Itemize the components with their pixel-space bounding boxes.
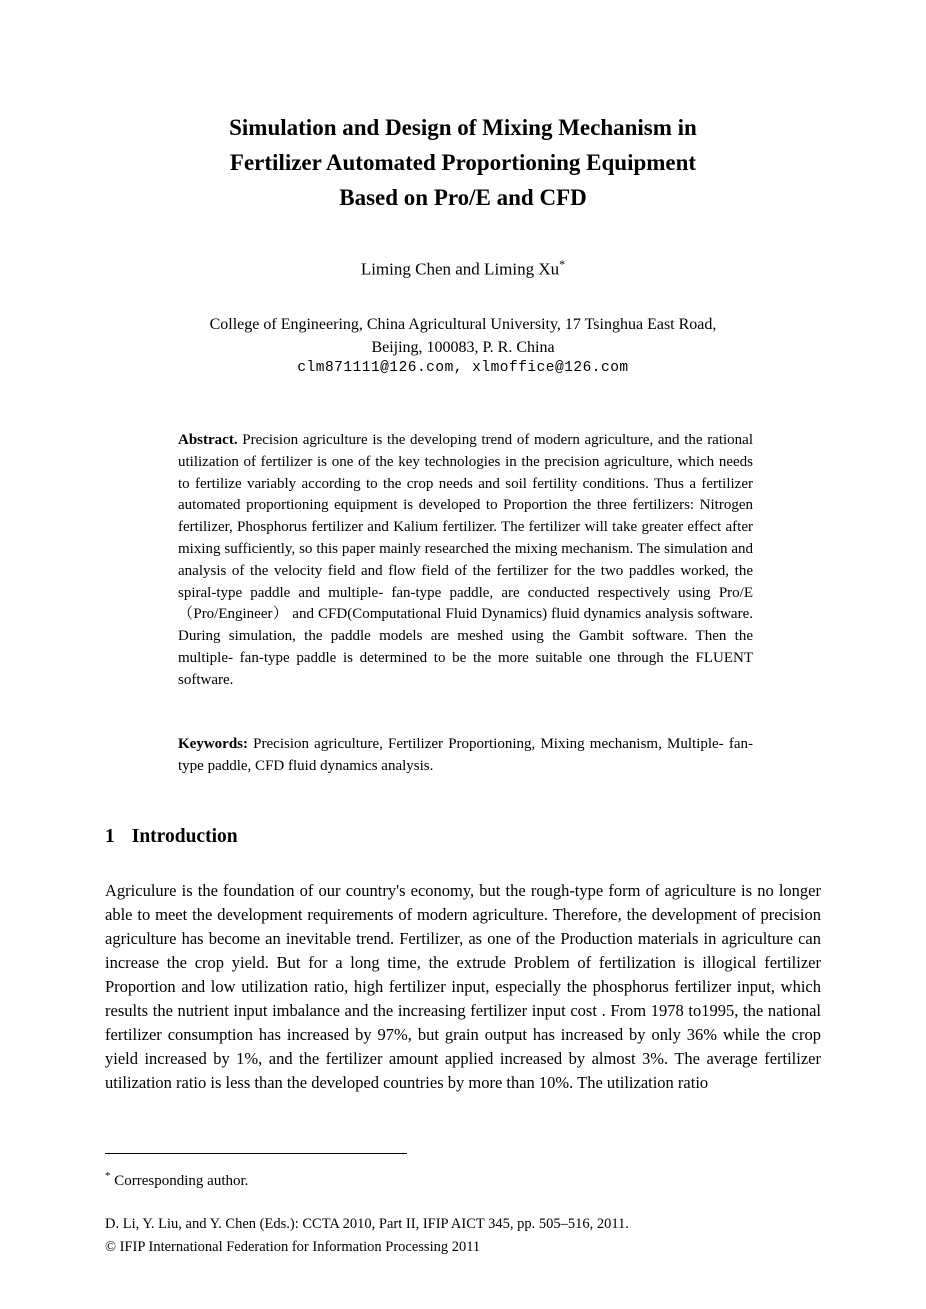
footer-citation: D. Li, Y. Liu, and Y. Chen (Eds.): CCTA 2010, Part II, IFIP AICT 345, pp. 505–516, 2011.	[105, 1216, 629, 1232]
page-title-line-2: Fertilizer Automated Proportioning Equipment	[229, 150, 697, 175]
corresponding-author-marker: *	[559, 257, 566, 271]
abstract-text: Precision agriculture is the developing trend of modern agriculture, and the rational utilization of fertilizer is one of the key technologies in the precision agriculture, which needs to fertilize variably according to the crop needs and soil fertility conditions. Thus a fertilizer automated proportioning equipment is developed to Proportion the three fertilizers: Nitrogen fertilizer, Phosphorus fertilizer and Kalium fertilizer. The fertilizer will take greater effect after mixing sufficiently, so this paper mainly researched the mixing mechanism. The simulation and analysis of the velocity field and flow field of the fertilizer for the two paddles worked, the spiral-type paddle and multiple- fan-type paddle, are conducted respectively using Pro/E（Pro/Engineer） and CFD(Computational Fluid Dynamics) fluid dynamics analysis software. During simulation, the paddle models are meshed using the Gambit software. Then the multiple- fan-type paddle is determined to be the more suitable one through the FLUENT software.	[178, 432, 754, 688]
page-title-line-3: Based on Pro/E and CFD	[339, 185, 587, 210]
footnote-marker: *	[105, 1170, 111, 1182]
author-names: Liming Chen and Liming Xu	[360, 259, 560, 279]
author-emails: clm871111@126.com, xlmoffice@126.com	[297, 360, 629, 376]
page-footer	[105, 1213, 821, 1258]
affiliation	[0, 313, 926, 359]
keywords-label: Keywords:	[178, 736, 248, 752]
page-title	[0, 110, 926, 215]
introduction-paragraph: Agriculure is the foundation of our country's economy, but the rough-type form of agriculture is no longer able to meet the development requirements of modern agriculture. Therefore, the development of precision agriculture has become an inevitable trend. Fertilizer, as one of the Production materials in agriculture can increase the crop yield. But for a long time, the extrude Problem of fertilization is illogical fertilizer Proportion and low utilization ratio, high fertilizer input, especially the phosphorus fertilizer input, which results the nutrient input imbalance and the increasing fertilizer input cost . From 1978 to1995, the national fertilizer consumption has increased by 97%, but grain output has increased by only 36% while the crop yield increased by 1%, and the fertilizer amount applied increased by almost 3%. The average fertilizer utilization ratio is less than the developed countries by more than 10%. The utilization ratio	[105, 881, 821, 1092]
authors-line	[0, 257, 926, 280]
keywords-block	[178, 734, 753, 778]
footnote	[105, 1170, 248, 1190]
footer-copyright: © IFIP International Federation for Information Processing 2011	[105, 1238, 481, 1255]
affiliation-line-2: Beijing, 100083, P. R. China	[371, 339, 555, 356]
keywords-text: Precision agriculture, Fertilizer Proportioning, Mixing mechanism, Multiple- fan-type paddle, CFD fluid dynamics analysis.	[178, 736, 753, 774]
affiliation-line-1: College of Engineering, China Agricultural University, 17 Tsinghua East Road,	[209, 316, 717, 333]
abstract-label: Abstract.	[178, 432, 238, 448]
section-title: Introduction	[131, 826, 238, 847]
section-number: 1	[105, 826, 115, 847]
abstract-block	[178, 430, 753, 692]
page-title-line-1: Simulation and Design of Mixing Mechanism in	[229, 115, 697, 140]
footnote-divider	[105, 1153, 407, 1154]
section-heading-introduction	[105, 826, 238, 848]
footnote-text: Corresponding author.	[114, 1173, 249, 1189]
